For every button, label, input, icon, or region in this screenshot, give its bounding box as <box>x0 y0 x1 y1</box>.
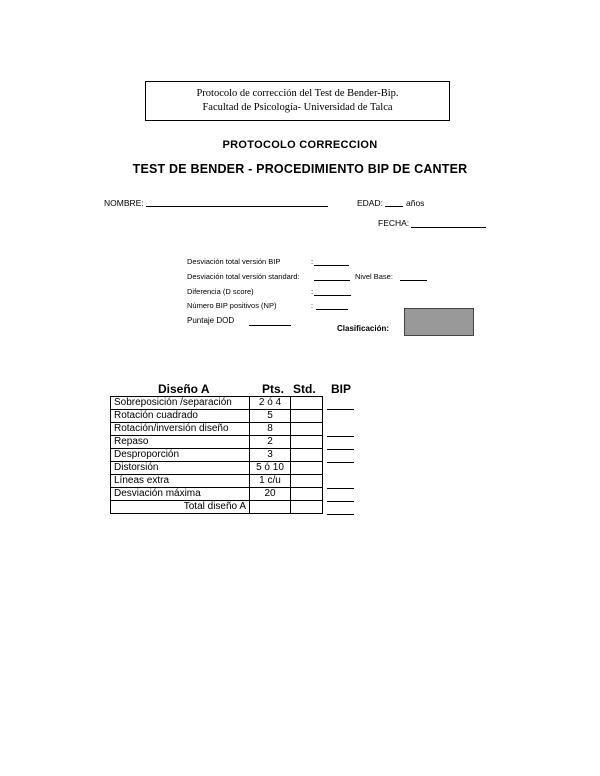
total-label: Total diseño A <box>111 501 250 514</box>
table-row <box>111 436 323 449</box>
row-label: Rotación cuadrado <box>111 410 250 423</box>
bip-line-4[interactable] <box>327 462 354 463</box>
numero-bip-label: Número BIP positivos (NP) <box>187 301 277 310</box>
nombre-field[interactable] <box>146 206 328 207</box>
header-line-1: Protocolo de corrección del Test de Bender-Bip. <box>196 88 399 99</box>
edad-label: EDAD: <box>357 198 383 208</box>
desv-bip-label: Desviación total versión BIP <box>187 257 281 266</box>
fecha-field[interactable] <box>411 227 486 228</box>
std-header: Std. <box>293 382 316 396</box>
table-row <box>111 423 323 436</box>
row-pts: 2 <box>250 436 291 449</box>
row-std[interactable] <box>291 462 323 475</box>
row-pts: 5 <box>250 410 291 423</box>
row-pts: 8 <box>250 423 291 436</box>
nivel-base-label: Nivel Base: <box>355 272 393 281</box>
table-row-total <box>111 501 323 514</box>
diseno-a-table <box>110 396 323 514</box>
numero-bip-colon: : <box>311 301 314 310</box>
row-std[interactable] <box>291 475 323 488</box>
nivel-base-field[interactable] <box>400 280 427 281</box>
numero-bip-field[interactable] <box>316 309 348 310</box>
row-pts: 5 ó 10 <box>250 462 291 475</box>
row-label: Sobreposición /separación <box>111 397 250 410</box>
row-pts: 2 ó 4 <box>250 397 291 410</box>
bip-line-3[interactable] <box>327 449 354 450</box>
fecha-label: FECHA: <box>378 218 410 228</box>
bip-line-6[interactable] <box>327 501 354 502</box>
row-std[interactable] <box>291 410 323 423</box>
bip-line-5[interactable] <box>327 488 354 489</box>
puntaje-label: Puntaje DOD <box>187 316 235 325</box>
total-pts <box>250 501 291 514</box>
total-std[interactable] <box>291 501 323 514</box>
protocol-title: PROTOCOLO CORRECCION <box>222 139 378 151</box>
row-label: Desviación máxima <box>111 488 250 501</box>
row-pts: 3 <box>250 449 291 462</box>
header-line-2: Facultad de Psicología- Universidad de Talca <box>202 102 393 113</box>
table-row <box>111 410 323 423</box>
bip-line-7[interactable] <box>327 514 354 515</box>
diseno-header: Diseño A <box>158 382 210 396</box>
row-label: Distorsión <box>111 462 250 475</box>
row-std[interactable] <box>291 423 323 436</box>
row-pts: 1 c/u <box>250 475 291 488</box>
bip-line-2[interactable] <box>327 436 354 437</box>
table-row <box>111 397 323 410</box>
row-std[interactable] <box>291 449 323 462</box>
bip-header: BIP <box>331 382 352 396</box>
desv-std-field[interactable] <box>314 280 350 281</box>
diferencia-field[interactable] <box>314 295 351 296</box>
table-row <box>111 462 323 475</box>
row-std[interactable] <box>291 488 323 501</box>
anos-label: años <box>406 198 425 208</box>
diferencia-colon: : <box>311 287 314 296</box>
desv-bip-colon: : <box>311 257 314 266</box>
pts-header: Pts. <box>262 382 285 396</box>
desv-bip-field[interactable] <box>314 265 349 266</box>
nombre-label: NOMBRE: <box>104 198 144 208</box>
clasificacion-label: Clasificación: <box>337 324 390 333</box>
diferencia-label: Diferencia (D score) <box>187 287 254 296</box>
bip-line-1[interactable] <box>327 409 354 410</box>
table-row <box>111 449 323 462</box>
row-label: Rotación/inversión diseño <box>111 423 250 436</box>
puntaje-field[interactable] <box>249 325 291 326</box>
row-std[interactable] <box>291 397 323 410</box>
row-label: Desproporción <box>111 449 250 462</box>
table-row <box>111 475 323 488</box>
desv-std-label: Desviación total versión standard: <box>187 272 300 281</box>
row-label: Repaso <box>111 436 250 449</box>
edad-field[interactable] <box>385 206 403 207</box>
row-label: Líneas extra <box>111 475 250 488</box>
table-row <box>111 488 323 501</box>
clasificacion-box[interactable] <box>404 308 474 336</box>
row-std[interactable] <box>291 436 323 449</box>
test-title: TEST DE BENDER - PROCEDIMIENTO BIP DE CANTER <box>132 162 468 176</box>
header-box <box>145 81 450 121</box>
row-pts: 20 <box>250 488 291 501</box>
